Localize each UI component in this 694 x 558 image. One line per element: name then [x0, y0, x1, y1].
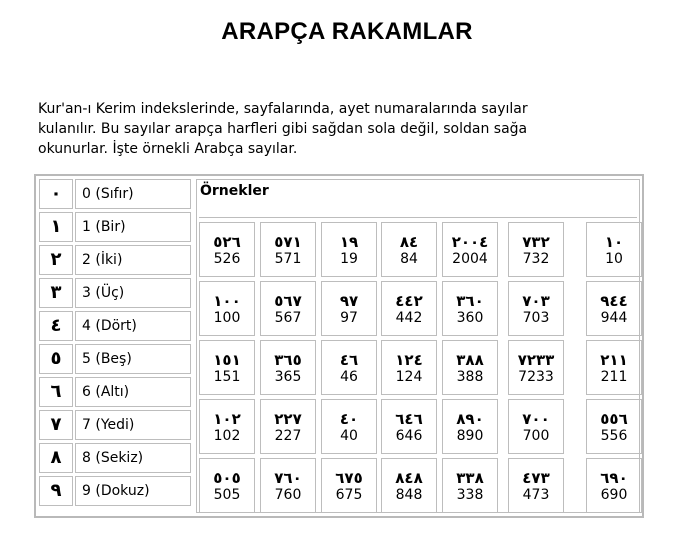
intro-line: Kur'an-ı Kerim indekslerinde, sayfalarında, ayet numaralarında sayılar — [38, 101, 528, 117]
example-number: 84 — [400, 251, 418, 267]
digit-row — [39, 245, 191, 275]
example-cell — [442, 340, 498, 395]
example-arabic: ٩٤٤ — [600, 292, 628, 310]
example-arabic: ٣٨٨ — [456, 351, 484, 369]
example-arabic: ٨٤٨ — [395, 469, 423, 487]
example-number: 211 — [600, 369, 628, 385]
example-arabic: ٥٠٥ — [213, 469, 241, 487]
example-number: 365 — [274, 369, 302, 385]
example-cell — [260, 340, 316, 395]
example-arabic: ٧٠٠ — [522, 410, 550, 428]
example-number: 505 — [213, 487, 241, 503]
example-number: 46 — [340, 369, 358, 385]
digit-label: 8 (Sekiz) — [75, 443, 191, 473]
example-number: 526 — [213, 251, 241, 267]
example-cell — [586, 458, 642, 513]
digit-label: 6 (Altı) — [75, 377, 191, 407]
example-number: 760 — [274, 487, 302, 503]
example-number: 848 — [395, 487, 423, 503]
digit-row — [39, 443, 191, 473]
example-number: 442 — [395, 310, 423, 326]
example-arabic: ٣٣٨ — [456, 469, 484, 487]
digit-row — [39, 377, 191, 407]
example-number: 40 — [340, 428, 358, 444]
example-arabic: ٣٦٥ — [274, 351, 302, 369]
example-arabic: ٤٦ — [339, 351, 359, 369]
example-number: 10 — [605, 251, 623, 267]
intro-paragraph — [38, 99, 598, 159]
digit-label: 4 (Dört) — [75, 311, 191, 341]
digit-label: 0 (Sıfır) — [75, 179, 191, 209]
example-number: 124 — [395, 369, 423, 385]
arabic-digit: ٣ — [39, 278, 73, 308]
example-arabic: ١٢٤ — [395, 351, 423, 369]
example-cell — [260, 458, 316, 513]
digit-row — [39, 278, 191, 308]
example-cell — [321, 222, 377, 277]
arabic-digit: ١ — [39, 212, 73, 242]
example-arabic: ٨٩٠ — [456, 410, 484, 428]
digit-label: 1 (Bir) — [75, 212, 191, 242]
example-arabic: ١٠٢ — [213, 410, 241, 428]
example-cell — [381, 281, 437, 336]
example-number: 567 — [274, 310, 302, 326]
example-arabic: ٦٤٦ — [395, 410, 423, 428]
example-cell — [321, 458, 377, 513]
example-number: 19 — [340, 251, 358, 267]
example-arabic: ٩٧ — [339, 292, 359, 310]
example-arabic: ١٠٠ — [213, 292, 241, 310]
intro-line: kulanılır. Bu sayılar arapça harfleri gibi sağdan sola değil, soldan sağa — [38, 121, 528, 137]
digit-label: 7 (Yedi) — [75, 410, 191, 440]
example-cell — [508, 458, 564, 513]
intro-line: okunurlar. İşte örnekli Arabça sayılar. — [38, 141, 298, 157]
example-arabic: ٧٣٢ — [522, 233, 550, 251]
arabic-digit: ٤ — [39, 311, 73, 341]
example-number: 675 — [335, 487, 363, 503]
example-cell — [260, 222, 316, 277]
example-arabic: ٥٦٧ — [274, 292, 302, 310]
digit-label: 5 (Beş) — [75, 344, 191, 374]
example-cell — [260, 399, 316, 454]
page-title: ARAPÇA RAKAMLAR — [221, 18, 473, 45]
digit-label: 3 (Üç) — [75, 278, 191, 308]
example-number: 703 — [522, 310, 550, 326]
example-cell — [381, 399, 437, 454]
digit-row — [39, 410, 191, 440]
arabic-digit: ٨ — [39, 443, 73, 473]
examples-panel — [196, 179, 640, 513]
arabic-digit: ٠ — [39, 179, 73, 209]
example-cell — [508, 222, 564, 277]
example-cell — [586, 281, 642, 336]
example-number: 388 — [456, 369, 484, 385]
example-number: 338 — [456, 487, 484, 503]
example-arabic: ٢٢٧ — [274, 410, 302, 428]
arabic-digit: ٥ — [39, 344, 73, 374]
example-cell — [442, 458, 498, 513]
arabic-digit: ٧ — [39, 410, 73, 440]
example-cell — [260, 281, 316, 336]
example-number: 7233 — [518, 369, 554, 385]
example-number: 227 — [274, 428, 302, 444]
example-arabic: ٨٤ — [399, 233, 419, 251]
example-cell — [508, 281, 564, 336]
digit-label: 2 (İki) — [75, 245, 191, 275]
example-cell — [381, 222, 437, 277]
example-arabic: ٤٧٣ — [522, 469, 550, 487]
example-arabic: ٣٦٠ — [456, 292, 484, 310]
arabic-digit: ٢ — [39, 245, 73, 275]
digit-row — [39, 179, 191, 209]
arabic-digit: ٩ — [39, 476, 73, 506]
example-cell — [381, 340, 437, 395]
example-arabic: ٦٧٥ — [335, 469, 363, 487]
example-arabic: ٢٠٠٤ — [451, 233, 489, 251]
example-number: 732 — [522, 251, 550, 267]
arabic-digit: ٦ — [39, 377, 73, 407]
example-arabic: ٧٦٠ — [274, 469, 302, 487]
example-number: 2004 — [452, 251, 488, 267]
example-arabic: ٧٠٣ — [522, 292, 550, 310]
digit-row — [39, 344, 191, 374]
digit-label: 9 (Dokuz) — [75, 476, 191, 506]
example-cell — [442, 222, 498, 277]
example-number: 100 — [213, 310, 241, 326]
example-cell — [442, 399, 498, 454]
example-cell — [442, 281, 498, 336]
example-cell — [321, 399, 377, 454]
example-cell — [199, 458, 255, 513]
example-number: 97 — [340, 310, 358, 326]
example-cell — [586, 340, 642, 395]
example-number: 944 — [600, 310, 628, 326]
numerals-table — [34, 174, 644, 518]
digit-list — [39, 179, 191, 513]
example-number: 890 — [456, 428, 484, 444]
digit-row — [39, 311, 191, 341]
example-number: 473 — [522, 487, 550, 503]
example-arabic: ٢١١ — [600, 351, 628, 369]
example-number: 556 — [600, 428, 628, 444]
example-cell — [199, 340, 255, 395]
example-cell — [321, 281, 377, 336]
example-arabic: ٦٩٠ — [600, 469, 628, 487]
example-cell — [586, 399, 642, 454]
example-number: 571 — [274, 251, 302, 267]
example-arabic: ١٠ — [604, 233, 624, 251]
example-cell — [199, 281, 255, 336]
examples-title: Örnekler — [200, 183, 269, 199]
example-arabic: ٥٥٦ — [600, 410, 628, 428]
example-number: 646 — [395, 428, 423, 444]
digit-row — [39, 212, 191, 242]
example-cell — [508, 399, 564, 454]
example-cell — [199, 222, 255, 277]
example-arabic: ١٩ — [339, 233, 359, 251]
example-arabic: ٤٠ — [339, 410, 359, 428]
example-arabic: ٤٤٢ — [395, 292, 423, 310]
example-cell — [321, 340, 377, 395]
example-number: 700 — [522, 428, 550, 444]
example-number: 690 — [600, 487, 628, 503]
example-arabic: ٥٢٦ — [213, 233, 241, 251]
example-number: 151 — [213, 369, 241, 385]
examples-divider — [199, 217, 637, 218]
example-arabic: ٥٧١ — [274, 233, 302, 251]
example-cell — [586, 222, 642, 277]
example-cell — [381, 458, 437, 513]
example-number: 102 — [213, 428, 241, 444]
example-arabic: ١٥١ — [213, 351, 241, 369]
example-cell — [199, 399, 255, 454]
digit-row — [39, 476, 191, 506]
example-arabic: ٧٢٣٣ — [517, 351, 555, 369]
example-cell — [508, 340, 564, 395]
example-number: 360 — [456, 310, 484, 326]
